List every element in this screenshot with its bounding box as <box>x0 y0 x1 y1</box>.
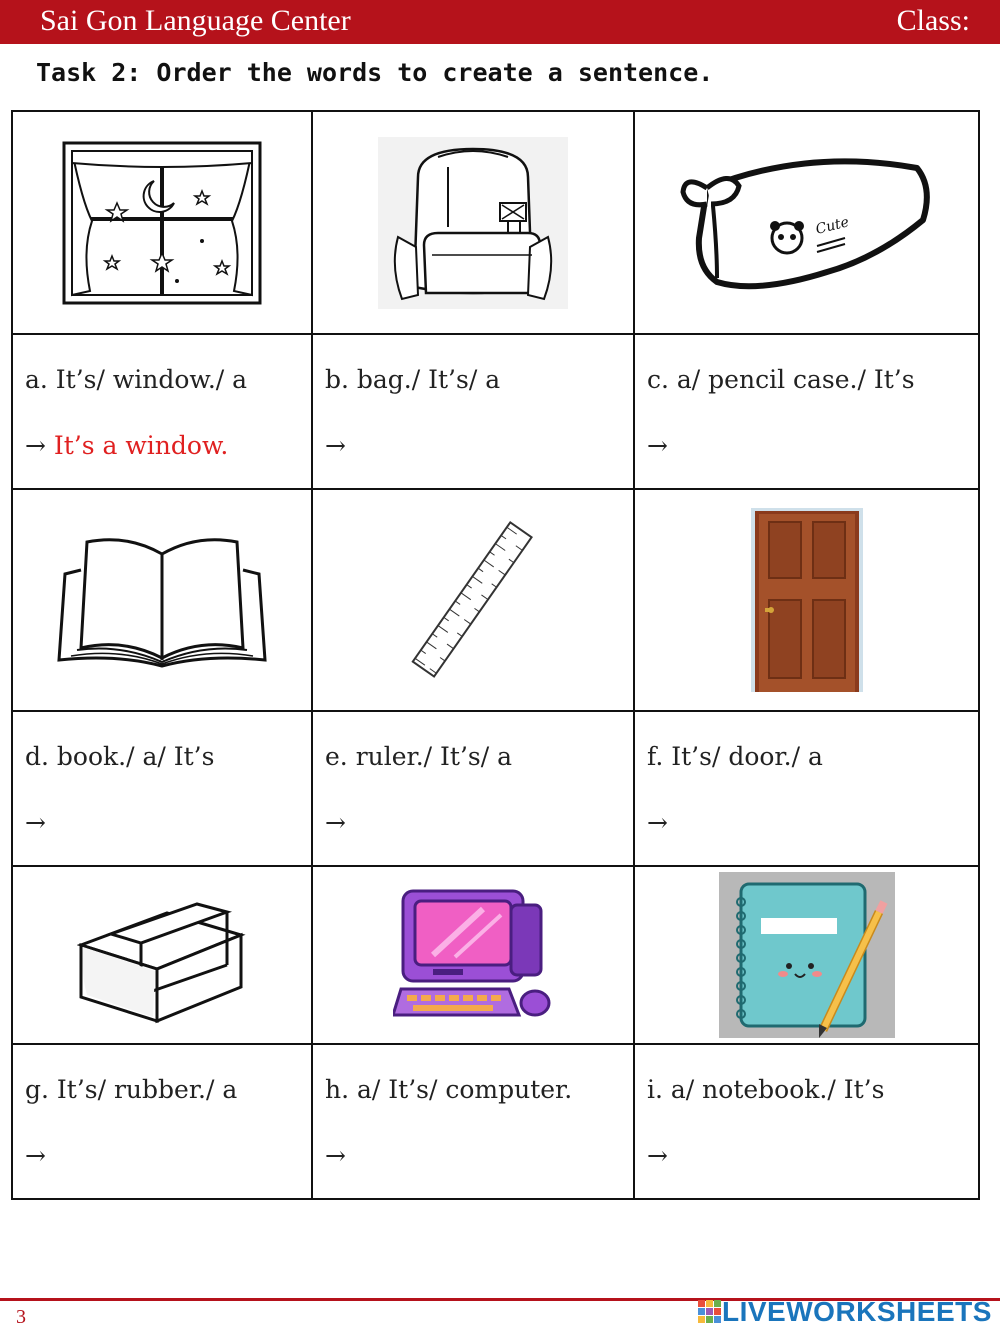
arrow: → <box>25 1141 46 1170</box>
text-cell-e <box>312 711 634 866</box>
answer-a: It’s a window. <box>53 431 229 460</box>
computer-icon <box>393 885 553 1025</box>
door-icon <box>751 508 863 692</box>
text-cell-i <box>634 1044 979 1199</box>
answer-line-f[interactable] <box>647 808 668 837</box>
prompt-d: d. book./ a/ It’s <box>25 742 215 771</box>
prompt-c: c. a/ pencil case./ It’s <box>647 365 915 394</box>
answer-line-b[interactable] <box>325 431 346 460</box>
text-cell-d <box>12 711 312 866</box>
prompt-f: f. It’s/ door./ a <box>647 742 823 771</box>
text-cell-h <box>312 1044 634 1199</box>
arrow: → <box>325 431 346 460</box>
arrow: → <box>25 431 46 460</box>
image-cell-b <box>312 111 634 334</box>
answer-line-i[interactable] <box>647 1141 668 1170</box>
arrow: → <box>25 808 46 837</box>
arrow: → <box>325 1141 346 1170</box>
page-number: 3 <box>16 1306 26 1328</box>
image-cell-e <box>312 489 634 711</box>
prompt-b: b. bag./ It’s/ a <box>325 365 501 394</box>
book-icon <box>57 530 267 670</box>
answer-line-g[interactable] <box>25 1141 46 1170</box>
answer-line-d[interactable] <box>25 808 46 837</box>
prompt-g: g. It’s/ rubber./ a <box>25 1075 238 1104</box>
answer-line-c[interactable] <box>647 431 668 460</box>
answer-line-e[interactable] <box>325 808 346 837</box>
backpack-icon <box>378 137 568 309</box>
text-cell-f <box>634 711 979 866</box>
prompt-i: i. a/ notebook./ It’s <box>647 1075 885 1104</box>
task-title: Task 2: Order the words to create a sentence. <box>36 58 714 87</box>
window-icon <box>62 141 262 305</box>
arrow: → <box>647 1141 668 1170</box>
text-cell-g <box>12 1044 312 1199</box>
image-cell-f <box>634 489 979 711</box>
image-cell-g <box>12 866 312 1044</box>
eraser-icon <box>77 885 247 1025</box>
prompt-a: a. It’s/ window./ a <box>25 365 248 394</box>
class-label: Class: <box>896 4 970 37</box>
arrow: → <box>325 808 346 837</box>
pencil-case-label: Cute <box>813 213 851 238</box>
ruler-icon <box>398 520 548 680</box>
prompt-h: h. a/ It’s/ computer. <box>325 1075 573 1104</box>
exercise-grid <box>11 110 980 1200</box>
answer-line-h[interactable] <box>325 1141 346 1170</box>
image-cell-h <box>312 866 634 1044</box>
image-cell-d <box>12 489 312 711</box>
page-header <box>0 0 1000 44</box>
arrow: → <box>647 431 668 460</box>
answer-line-a[interactable] <box>25 431 228 460</box>
notebook-icon <box>719 872 895 1038</box>
liveworksheets-logo-icon <box>698 1300 722 1324</box>
prompt-e: e. ruler./ It’s/ a <box>325 742 513 771</box>
center-name: Sai Gon Language Center <box>40 4 351 37</box>
text-cell-a <box>12 334 312 489</box>
image-cell-c <box>634 111 979 334</box>
arrow: → <box>647 808 668 837</box>
liveworksheets-brand[interactable] <box>698 1296 992 1328</box>
text-cell-c <box>634 334 979 489</box>
image-cell-i <box>634 866 979 1044</box>
image-cell-a <box>12 111 312 334</box>
brand-name: LIVEWORKSHEETS <box>722 1296 992 1327</box>
text-cell-b <box>312 334 634 489</box>
pencil-case-icon <box>677 148 937 298</box>
